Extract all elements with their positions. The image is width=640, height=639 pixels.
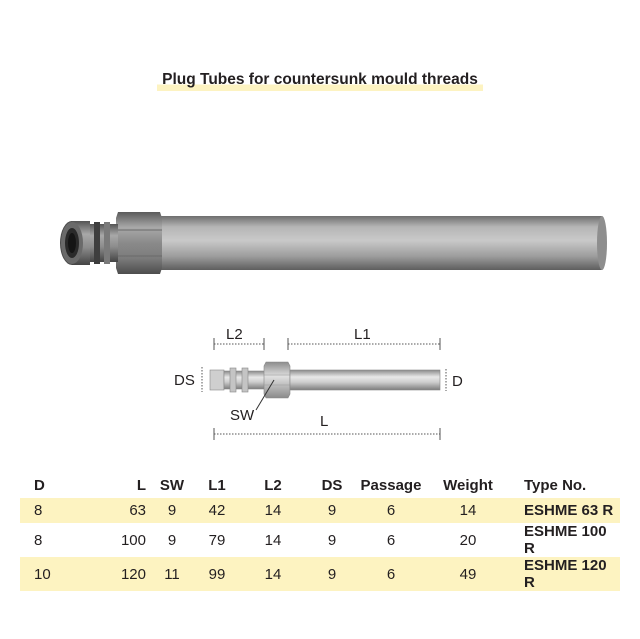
label-l2: L2 [226, 326, 243, 343]
cell-ds: 9 [310, 523, 354, 557]
plug-tube-photo [50, 200, 610, 290]
cell-l1: 99 [198, 557, 236, 591]
cell-d: 8 [20, 498, 68, 523]
page-title-wrap [0, 71, 640, 91]
cell-l2: 14 [236, 523, 310, 557]
page-title: Plug Tubes for countersunk mould threads [157, 71, 483, 91]
label-l: L [320, 413, 329, 430]
header-l2: L2 [264, 477, 282, 494]
table-row [20, 523, 620, 557]
header-d: D [34, 477, 45, 494]
cell-d: 10 [20, 557, 68, 591]
header-weight: Weight [443, 477, 493, 494]
cell-weight: 14 [428, 498, 508, 523]
cell-weight: 20 [428, 523, 508, 557]
label-l1: L1 [354, 326, 371, 343]
tube-end [597, 216, 607, 270]
header-l: L [136, 477, 146, 494]
cell-passage: 6 [354, 523, 428, 557]
cell-passage: 6 [354, 498, 428, 523]
cell-l1: 79 [198, 523, 236, 557]
cell-type-no: ESHME 100 R [508, 523, 620, 557]
dimension-drawing [168, 318, 468, 440]
label-ds: DS [174, 372, 195, 389]
table-row [20, 498, 620, 523]
cell-type-no: ESHME 63 R [508, 498, 620, 523]
cell-ds: 9 [310, 557, 354, 591]
hex-nut [116, 212, 162, 274]
cell-l2: 14 [236, 557, 310, 591]
plug-nipple [88, 224, 118, 262]
cell-l1: 42 [198, 498, 236, 523]
cell-sw: 9 [146, 498, 198, 523]
cell-passage: 6 [354, 557, 428, 591]
spec-table [20, 473, 620, 591]
header-l1: L1 [208, 477, 226, 494]
cell-type-no: ESHME 120 R [508, 557, 620, 591]
header-ds: DS [321, 477, 343, 494]
cell-l: 120 [68, 557, 146, 591]
drawing-hex [264, 362, 290, 398]
cell-l: 100 [68, 523, 146, 557]
cell-d: 8 [20, 523, 68, 557]
cell-l2: 14 [236, 498, 310, 523]
header-sw: SW [159, 477, 185, 494]
cell-weight: 49 [428, 557, 508, 591]
tube-body [155, 216, 602, 270]
cell-l: 63 [68, 498, 146, 523]
cell-ds: 9 [310, 498, 354, 523]
cell-sw: 11 [146, 557, 198, 591]
label-sw: SW [230, 407, 255, 424]
header-passage: Passage [360, 477, 422, 494]
drawing-tube [290, 370, 440, 390]
header-type-no: Type No. [524, 477, 587, 494]
cell-sw: 9 [146, 523, 198, 557]
label-d: D [452, 373, 463, 390]
table-row [20, 557, 620, 591]
table-header-row [20, 473, 620, 498]
